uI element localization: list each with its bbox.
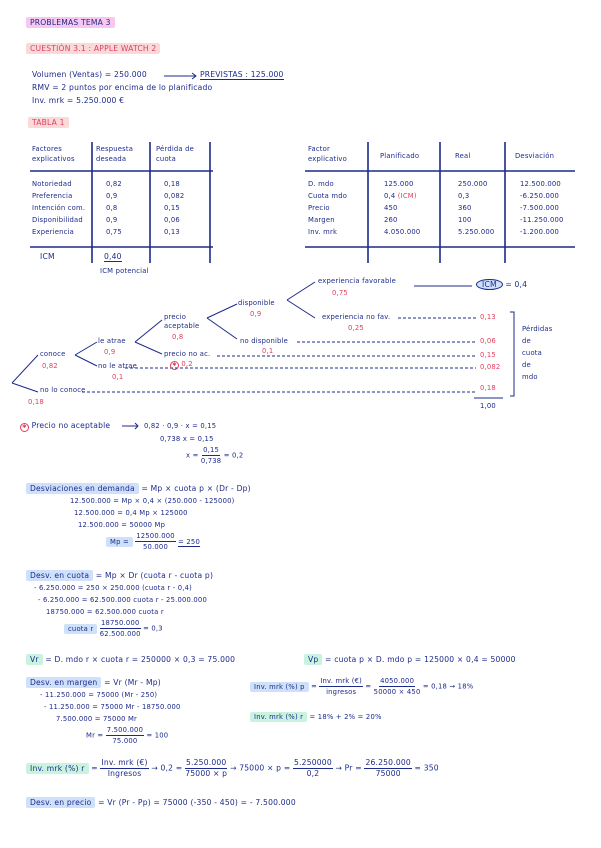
t2-cell: 100 — [458, 216, 472, 224]
t2-cell: -11.250.000 — [520, 216, 564, 224]
t1-cell: Disponibilidad — [32, 216, 83, 224]
t2-cell: D. mdo — [308, 180, 334, 188]
t2-cell: 5.250.000 — [458, 228, 495, 236]
tree-disponible: disponible — [238, 299, 275, 307]
tree-no-atrae: no le atrae — [98, 362, 138, 370]
tree-conoce-v: 0,82 — [42, 362, 58, 370]
tree-conoce: conoce — [40, 350, 66, 358]
loss-value: 0,06 — [480, 337, 496, 345]
tree-no-disponible: no disponible — [240, 337, 289, 345]
t2-cell: -1.200.000 — [520, 228, 560, 236]
t1-cell: 0,75 — [106, 228, 122, 236]
intro-line-1b: PREVISTAS : 125.000 — [200, 70, 284, 79]
t2-cell: -6.250.000 — [520, 192, 560, 200]
margen-l2: - 11.250.000 = 75000 Mr - 18750.000 — [44, 703, 181, 711]
tree-no-conoce-v: 0,18 — [28, 398, 44, 406]
loss-value: 0,082 — [480, 363, 501, 371]
t2-header-2: Real — [455, 152, 471, 160]
invmrk-price-row: Inv. mrk (%) r = $\frac{\text{Inv. mrk (€)}}{\text{Ingresos}}$ → 0,2 = $\frac{5.250.000}{75000 \times p}$ → 75000 × p = $\frac{5.250000}{0,2}$ → Pr = $\frac{26.250.000}{75000}$ = 350 — [26, 758, 439, 779]
t1-cell: 0,82 — [106, 180, 122, 188]
tree-exp-fav-v: 0,75 — [332, 289, 348, 297]
t1-cell: 0,9 — [106, 216, 118, 224]
pna-l2: 0,738 x = 0,15 — [160, 435, 214, 443]
tree-no-atrae-v: 0,1 — [112, 373, 124, 381]
demanda-l3: 12.500.000 = 50000 Mp — [78, 521, 166, 529]
t1-cell: 0,082 — [164, 192, 185, 200]
invmrk-p-row: Inv. mrk (%) p = $\frac{\text{Inv. mrk (€)}}{\text{ingresos}}$ = $\frac{4050.000}{50000 \times 450}$ = 0,18 → 18% — [250, 676, 473, 697]
t2-cell: 450 — [384, 204, 398, 212]
marker-circle-icon: ✱ — [170, 361, 179, 370]
tree-precio-acept-v: 0,8 — [172, 333, 184, 341]
loss-value: 0,18 — [480, 384, 496, 392]
t1-cell: 0,8 — [106, 204, 118, 212]
t1-cell: 0,9 — [106, 192, 118, 200]
t1-header-1: Respuesta deseada — [96, 145, 134, 163]
t2-header-1: Planificado — [380, 152, 420, 160]
t1-header-0: Factores explicativos — [32, 145, 75, 163]
t2-cell: Cuota mdo — [308, 192, 348, 200]
tabla-label: TABLA 1 — [28, 118, 69, 127]
page-subtitle: CUESTIÓN 3.1 : APPLE WATCH 2 — [26, 44, 160, 53]
t2-cell: 260 — [384, 216, 398, 224]
vr-row: Vr = D. mdo r × cuota r = 250000 × 0,3 = 75.000 — [26, 655, 235, 664]
loss-label-line: de — [522, 337, 531, 345]
cuota-l4: cuota r $\frac{18750.000}{62.500.000}$ = 0,3 — [64, 618, 163, 639]
intro-line-3: Inv. mrk = 5.250.000 € — [32, 96, 125, 105]
icm-note: ICM potencial — [100, 267, 149, 275]
tree-precio-no-ac-v: ✱ 0,2 — [170, 360, 193, 370]
margen-l3: 7.500.000 = 75000 Mr — [56, 715, 138, 723]
t1-cell: Notoriedad — [32, 180, 72, 188]
t1-cell: Intención com. — [32, 204, 86, 212]
pna-l3: x = $\frac{0,15}{0,738}$ = 0,2 — [186, 446, 244, 465]
tree-exp-no-fav-v: 0,25 — [348, 324, 364, 332]
vp-row: Vp = cuota p × D. mdo p = 125000 × 0,4 = 50000 — [304, 655, 516, 664]
t1-cell: 0,15 — [164, 204, 180, 212]
loss-label-line: Pérdidas — [522, 325, 553, 333]
demanda-label: Desviaciones en demanda = Mp × cuota p × (Dr - Dp) — [26, 484, 251, 493]
tree-no-conoce: no lo conoce — [40, 386, 86, 394]
t2-cell: 360 — [458, 204, 472, 212]
tree-exp-no-fav: experiencia no fav. — [322, 313, 391, 321]
demanda-l2: 12.500.000 = 0,4 Mp × 125000 — [74, 509, 188, 517]
t2-header-3: Desviación — [515, 152, 555, 160]
margen-l4: Mr = $\frac{7.500.000}{75.000}$ = 100 — [86, 726, 169, 745]
tree-le-atrae: le atrae — [98, 337, 126, 345]
t2-cell: Precio — [308, 204, 330, 212]
loss-label-line: cuota — [522, 349, 543, 357]
icm-value: 0,40 — [104, 252, 122, 261]
pna-l1: 0,82 · 0,9 · x = 0,15 — [144, 422, 217, 430]
precio-row: Desv. en precio = Vr (Pr - Pp) = 75000 (-350 - 450) = - 7.500.000 — [26, 798, 296, 807]
t2-cell: 250.000 — [458, 180, 488, 188]
tree-le-atrae-v: 0,9 — [104, 348, 116, 356]
t2-cell: Inv. mrk — [308, 228, 338, 236]
t2-cell: 125.000 — [384, 180, 414, 188]
tree-no-disponible-v: 0,1 — [262, 347, 274, 355]
loss-label-line: mdo — [522, 373, 538, 381]
t2-cell: -7.500.000 — [520, 204, 560, 212]
loss-label-line: de — [522, 361, 531, 369]
t1-cell: 0,13 — [164, 228, 180, 236]
tree-disponible-v: 0,9 — [250, 310, 262, 318]
icm-label: ICM — [40, 252, 55, 261]
t1-cell: 0,06 — [164, 216, 180, 224]
demanda-l1: 12.500.000 = Mp × 0,4 × (250.000 - 125000) — [70, 497, 235, 505]
margen-l1: - 11.250.000 = 75000 (Mr - 250) — [40, 691, 158, 699]
loss-total: 1,00 — [480, 402, 496, 410]
t2-cell: 4.050.000 — [384, 228, 421, 236]
cuota-label: Desv. en cuota = Mp × Dr (cuota r - cuota p) — [26, 571, 213, 580]
t1-cell: Experiencia — [32, 228, 74, 236]
cuota-l3: 18750.000 = 62.500.000 cuota r — [46, 608, 164, 616]
precio-no-acept-label: ✱ Precio no aceptable — [20, 421, 110, 432]
cuota-l2: - 6.250.000 = 62.500.000 cuota r - 25.000.000 — [38, 596, 207, 604]
t2-cell: Margen — [308, 216, 335, 224]
t2-header-0: Factor explicativo — [308, 145, 348, 163]
t1-header-2: Pérdida de cuota — [156, 145, 195, 163]
margen-label: Desv. en margen = Vr (Mr - Mp) — [26, 678, 161, 687]
invmrk-r-row: Inv. mrk (%) r = 18% + 2% = 20% — [250, 713, 382, 721]
tree-precio-no-ac: precio no ac. — [164, 350, 211, 358]
marker-circle-icon: ✱ — [20, 423, 29, 432]
tree-exp-fav: experiencia favorable — [318, 277, 396, 285]
t2-cell: 0,3 — [458, 192, 470, 200]
t1-cell: 0,18 — [164, 180, 180, 188]
loss-value: 0,13 — [480, 313, 496, 321]
demanda-l4: Mp = $\frac{12500.000}{50.000}$ = 250 — [106, 531, 200, 552]
tree-precio-acept: precio aceptable — [164, 313, 200, 330]
t2-cell: 12.500.000 — [520, 180, 561, 188]
page-title: PROBLEMAS TEMA 3 — [26, 18, 115, 27]
loss-value: 0,15 — [480, 351, 496, 359]
intro-line-1: Volumen (Ventas) = 250.000 — [32, 70, 147, 79]
tree-icm-result: ICM = 0,4 — [476, 280, 527, 289]
cuota-l1: - 6.250.000 = 250 × 250.000 (cuota r - 0,4) — [34, 584, 192, 592]
t2-cell: 0,4 (ICM) — [384, 192, 417, 200]
intro-line-2: RMV = 2 puntos por encima de lo planificado — [32, 83, 213, 92]
t1-cell: Preferencia — [32, 192, 73, 200]
